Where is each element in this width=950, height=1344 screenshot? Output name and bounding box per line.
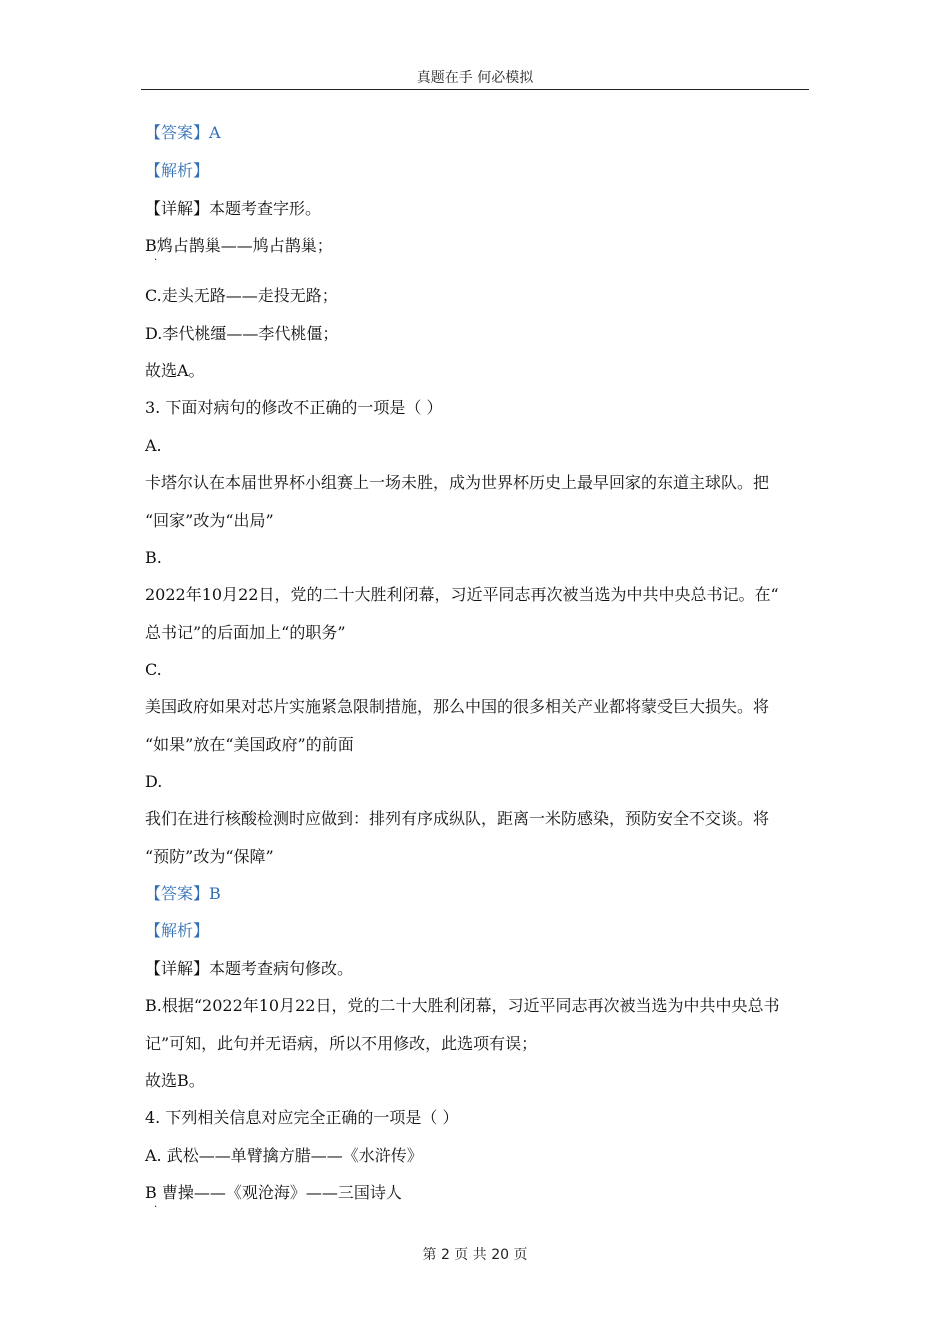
explanation-q3-b-1: B.根据“2022年10月22日，党的二十大胜利闭幕，习近平同志再次被当选为中共中央总书 — [145, 996, 780, 1015]
q4-option-b: B 曹操——《观沧海》——三国诗人 — [145, 1183, 402, 1202]
correction-c: C.走头无路——走投无路； — [145, 286, 338, 305]
conclusion-q2: 故选A。 — [145, 361, 205, 380]
correction-d: D.李代桃缰——李代桃僵； — [145, 324, 339, 343]
dot-mark: · — [154, 255, 158, 266]
analysis-label-q3: 【解析】 — [145, 921, 210, 940]
question-4-stem: 4. 下列相关信息对应完全正确的一项是（ ） — [145, 1108, 459, 1127]
option-b-label: B. — [145, 548, 162, 567]
explanation-q2: 【详解】本题考查字形。 — [145, 199, 322, 218]
conclusion-q3: 故选B。 — [145, 1071, 205, 1090]
option-d-text-2: “预防”改为“保障” — [145, 847, 274, 866]
correction-b: B鸩占鹊巢——鸠占鹊巢； — [145, 236, 333, 255]
option-a-text-2: “回家”改为“出局” — [145, 511, 274, 530]
answer-label-q3: 【答案】B — [145, 884, 221, 903]
header-divider — [141, 89, 809, 90]
option-c-text-2: “如果”放在“美国政府”的前面 — [145, 735, 354, 754]
q4-option-a: A. 武松——单臂擒方腊——《水浒传》 — [145, 1146, 423, 1165]
analysis-label-q2: 【解析】 — [145, 161, 210, 180]
answer-label-q2: 【答案】A — [145, 123, 221, 142]
option-d-label: D. — [145, 772, 163, 791]
option-c-label: C. — [145, 660, 162, 679]
option-b-text-2: 总书记”的后面加上“的职务” — [145, 623, 346, 642]
explanation-q3-b-2: 记”可知，此句并无语病，所以不用修改，此选项有误； — [145, 1034, 538, 1053]
explanation-q3: 【详解】本题考查病句修改。 — [145, 959, 354, 978]
page-header-title: 真题在手 何必模拟 — [416, 70, 534, 86]
page-footer: 第 2 页 共 20 页 — [422, 1247, 528, 1263]
option-a-text-1: 卡塔尔认在本届世界杯小组赛上一场未胜，成为世界杯历史上最早回家的东道主球队。把 — [145, 473, 770, 492]
question-3-stem: 3. 下面对病句的修改不正确的一项是（ ） — [145, 398, 443, 417]
option-c-text-1: 美国政府如果对芯片实施紧急限制措施，那么中国的很多相关产业都将蒙受巨大损失。将 — [145, 697, 770, 716]
option-d-text-1: 我们在进行核酸检测时应做到：排列有序成纵队，距离一米防感染，预防安全不交谈。将 — [145, 809, 770, 828]
option-a-label: A. — [145, 436, 162, 455]
dot-mark: · — [154, 1202, 158, 1213]
option-b-text-1: 2022年10月22日，党的二十大胜利闭幕，习近平同志再次被当选为中共中央总书记。在“ — [145, 585, 779, 604]
